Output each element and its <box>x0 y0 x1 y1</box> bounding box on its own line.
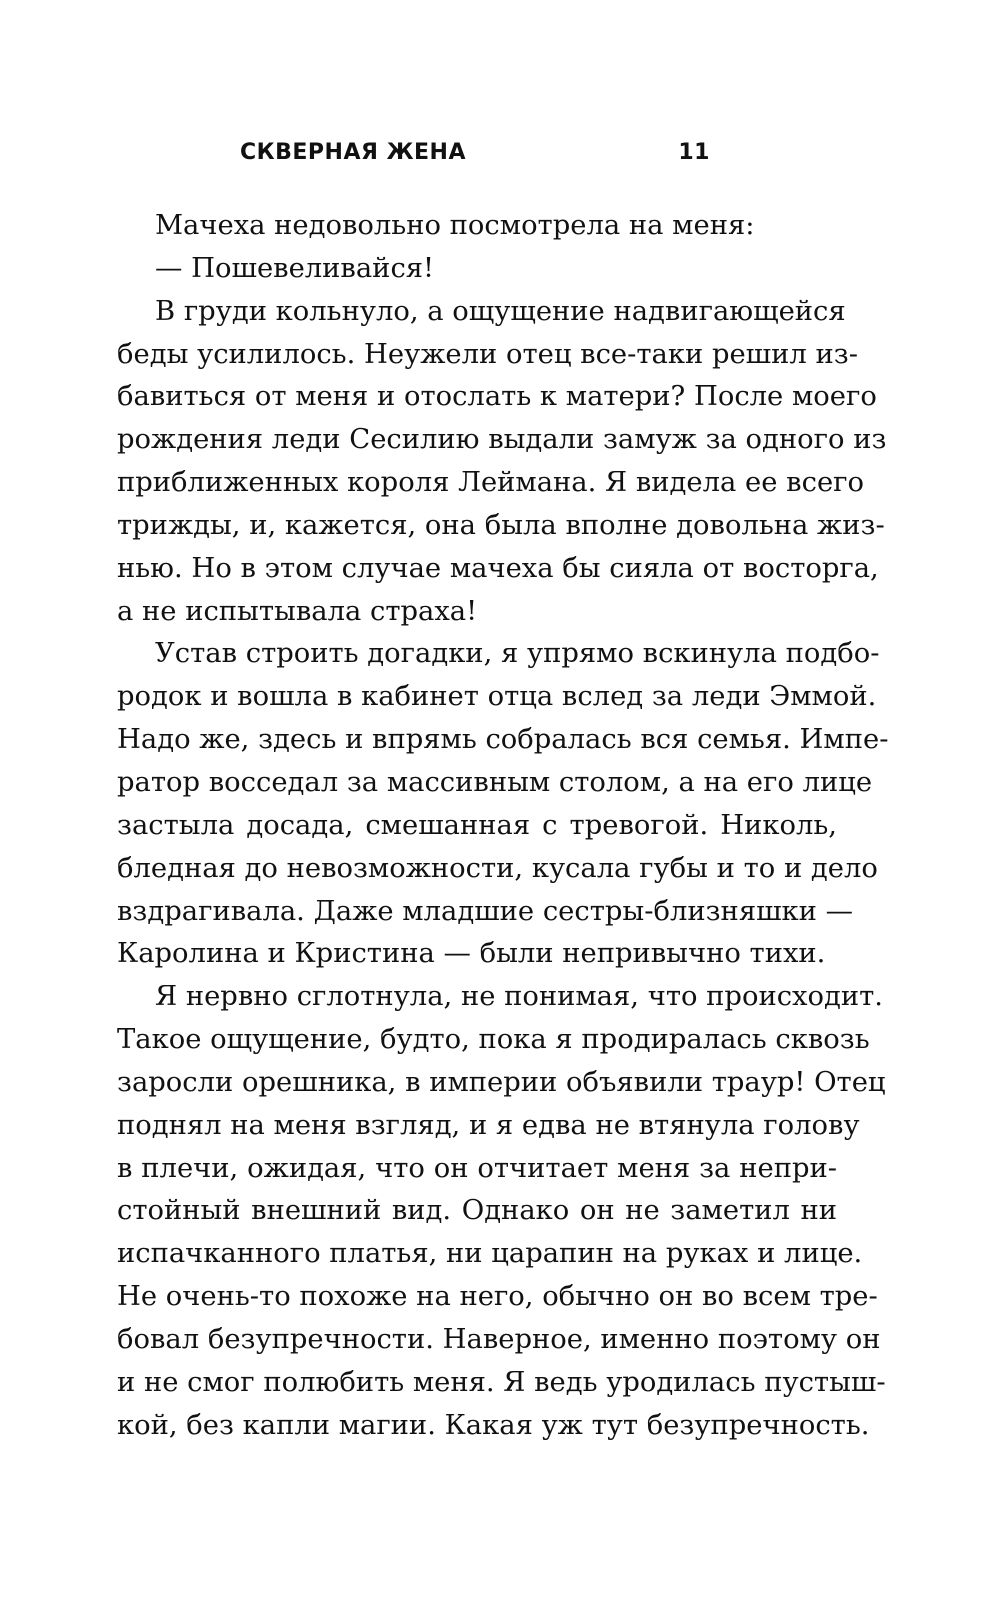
paragraph-line: а не испытывала страха! <box>117 595 478 627</box>
paragraph-line: Надо же, здесь и впрямь собралась вся семья. Импе- <box>117 724 889 756</box>
paragraph-line: бовал безупречности. Наверное, именно поэтому он <box>117 1323 881 1355</box>
paragraph-line: заросли орешника, в империи объявили траур! Отец <box>117 1066 886 1098</box>
paragraph-line: стойный внешний вид. Однако он не заметил ни <box>117 1195 837 1227</box>
paragraph-line: застыла досада, смешанная с тревогой. Николь, <box>117 809 837 841</box>
page-number: 11 <box>678 139 710 165</box>
paragraph-line: Я нервно сглотнула, не понимая, что происходит. <box>155 981 883 1013</box>
paragraph-line: нью. Но в этом случае мачеха бы сияла от восторга, <box>117 552 879 584</box>
body-text <box>117 205 889 1447</box>
paragraph-line: Мачеха недовольно посмотрела на меня: <box>155 210 755 241</box>
paragraph-line: трижды, и, кажется, она была вполне довольна жиз- <box>117 509 885 541</box>
paragraph-line: и не смог полюбить меня. Я ведь уродилась пустыш- <box>117 1366 886 1398</box>
paragraph-line: Такое ощущение, будто, пока я продиралась сквозь <box>117 1024 870 1056</box>
paragraph-line: поднял на меня взгляд, и я едва не втянула голову <box>117 1109 860 1141</box>
book-title: СКВЕРНАЯ ЖЕНА <box>240 139 466 165</box>
paragraph-line: вздрагивала. Даже младшие сестры-близняшки — <box>117 895 854 927</box>
paragraph-line: родок и вошла в кабинет отца вслед за леди Эммой. <box>117 681 877 713</box>
paragraph-line: Не очень-то похоже на него, обычно он во всем тре- <box>117 1281 878 1313</box>
paragraph-line: Каролина и Кристина — были непривычно тихи. <box>117 938 826 970</box>
paragraph-line: В груди кольнуло, а ощущение надвигающейся <box>155 295 846 327</box>
paragraph-line: бледная до невозможности, кусала губы и то и дело <box>117 852 878 884</box>
paragraph-line: кой, без капли магии. Какая уж тут безупречность. <box>117 1409 870 1441</box>
paragraph-line: Устав строить догадки, я упрямо вскинула подбо- <box>155 638 880 670</box>
paragraph-line: в плечи, ожидая, что он отчитает меня за непри- <box>117 1152 837 1184</box>
paragraph-line: приближенных короля Леймана. Я видела ее всего <box>117 467 864 499</box>
paragraph-line: бавиться от меня и отослать к матери? После моего <box>117 381 877 413</box>
running-header <box>240 132 710 172</box>
paragraph-line: ратор восседал за массивным столом, а на его лице <box>117 766 873 798</box>
paragraph-line: беды усилилось. Неужели отец все-таки решил из- <box>117 338 858 370</box>
paragraph-line: испачканного платья, ни царапин на руках и лице. <box>117 1238 863 1270</box>
paragraph-line: рождения леди Сесилию выдали замуж за одного из <box>117 424 887 456</box>
paragraph-line: — Пошевеливайся! <box>155 252 435 284</box>
